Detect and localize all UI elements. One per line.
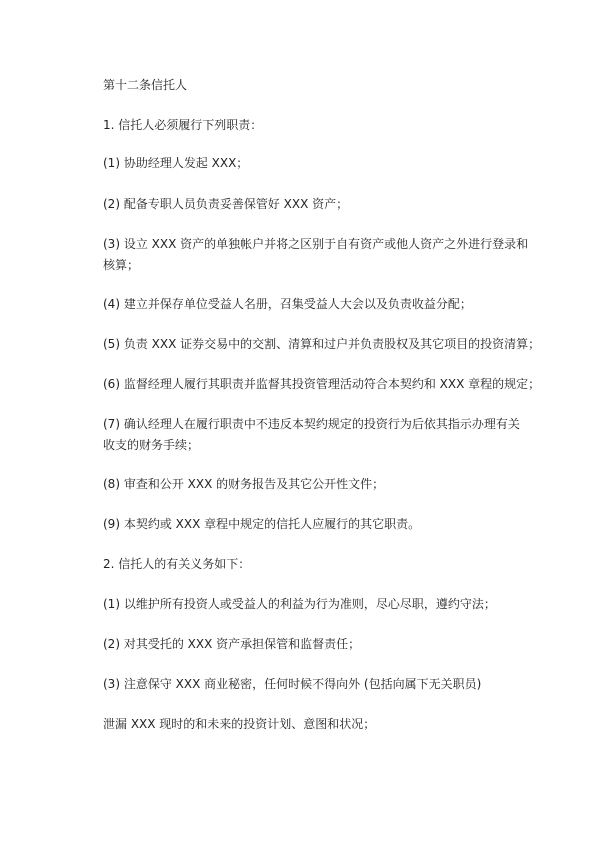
paragraph-2-3: (3) 注意保守 XXX 商业秘密，任何时候不得向外 (包括向属下无关职员)	[103, 677, 482, 691]
paragraph-1-6: (6) 监督经理人履行其职责并监督其投资管理活动符合本契约和 XXX 章程的规定；	[103, 377, 541, 391]
paragraph-1-5: (5) 负责 XXX 证券交易中的交割、清算和过户并负责股权及其它项目的投资清算；	[103, 337, 541, 351]
paragraph-2-2: (2) 对其受托的 XXX 资产承担保管和监督责任；	[103, 637, 361, 651]
paragraph-1-4: (4) 建立并保存单位受益人名册，召集受益人大会以及负责收益分配；	[103, 297, 472, 311]
paragraph-1-7-continued: 收支的财务手续；	[103, 438, 200, 452]
article-heading: 第十二条信托人	[103, 78, 188, 92]
paragraph-2-1: (1) 以维护所有投资人或受益人的利益为行为准则，尽心尽职，遵约守法；	[103, 597, 496, 611]
paragraph-2-3-continued: 泄漏 XXX 现时的和未来的投资计划、意图和状况；	[103, 717, 376, 731]
paragraph-1: 1. 信托人必须履行下列职责：	[103, 118, 263, 132]
paragraph-1-8: (8) 审查和公开 XXX 的财务报告及其它公开性文件；	[103, 477, 385, 491]
paragraph-1-3: (3) 设立 XXX 资产的单独帐户并将之区别于自有资产或他人资产之外进行登录和	[103, 237, 529, 251]
paragraph-1-7: (7) 确认经理人在履行职责中不违反本契约规定的投资行为后依其指示办理有关	[103, 417, 520, 431]
paragraph-1-3-continued: 核算；	[103, 258, 140, 272]
paragraph-1-9: (9) 本契约或 XXX 章程中规定的信托人应履行的其它职责。	[103, 517, 421, 531]
paragraph-1-2: (2) 配备专职人员负责妥善保管好 XXX 资产；	[103, 197, 349, 211]
paragraph-2: 2. 信托人的有关义务如下：	[103, 557, 251, 571]
paragraph-1-1: (1) 协助经理人发起 XXX；	[103, 156, 249, 170]
